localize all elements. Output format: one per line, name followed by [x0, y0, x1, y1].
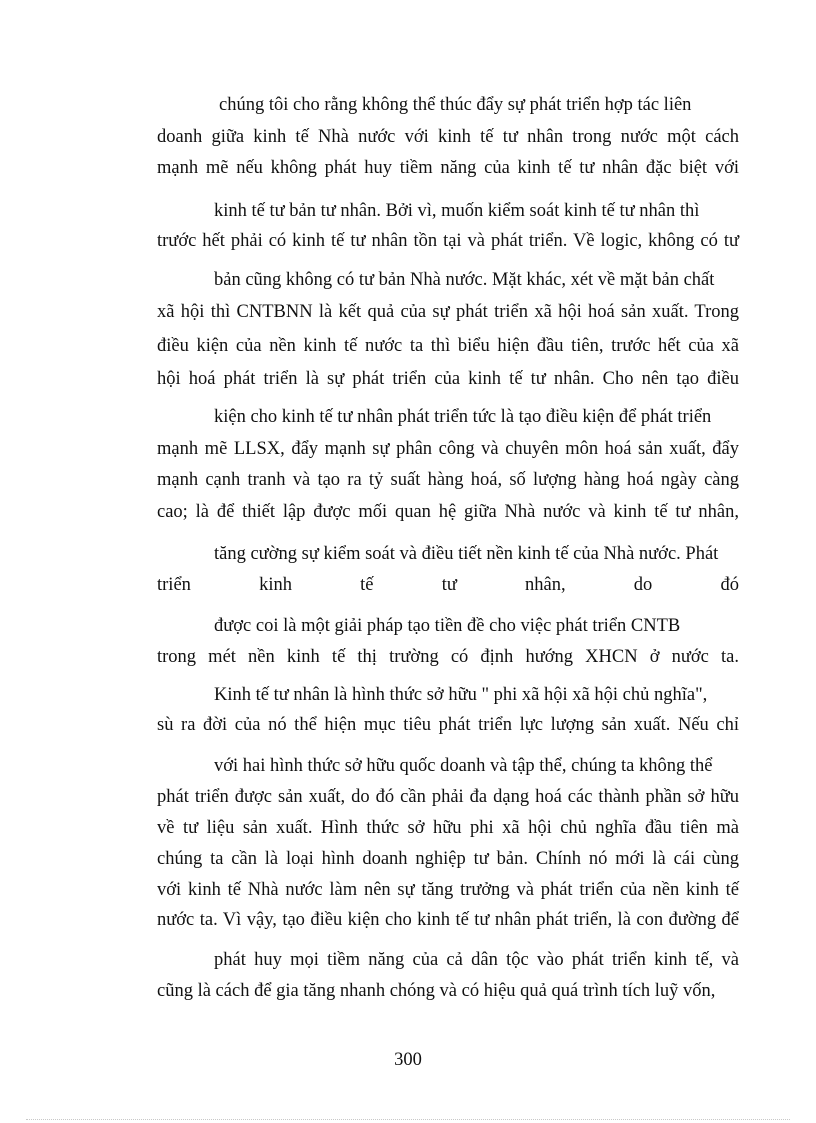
text-line: nước ta. Vì vậy, tạo điều kiện cho kinh tế tư nhân phát triển, là con đường để: [157, 910, 739, 930]
text-line: chúng ta cần là loại hình doanh nghiệp tư bản. Chính nó mới là cái cùng: [157, 849, 739, 869]
text-line: về tư liệu sản xuất. Hình thức sở hữu phi xã hội chủ nghĩa đầu tiên mà: [157, 818, 739, 838]
text-line: điều kiện của nền kinh tế nước ta thì biểu hiện đầu tiên, trước hết của xã: [157, 336, 739, 356]
text-line: trước hết phải có kinh tế tư nhân tồn tại và phát triển. Về logic, không có tư: [157, 231, 739, 251]
text-line: xã hội thì CNTBNN là kết quả của sự phát triển xã hội hoá sản xuất. Trong: [157, 302, 739, 322]
text-line: được coi là một giải pháp tạo tiền đề cho việc phát triển CNTB: [214, 616, 681, 636]
text-line: mạnh cạnh tranh và tạo ra tỷ suất hàng hoá, số lượng hàng hoá ngày càng: [157, 470, 739, 490]
text-line: hội hoá phát triển là sự phát triển của kinh tế tư nhân. Cho nên tạo điều: [157, 369, 739, 389]
text-line: với hai hình thức sở hữu quốc doanh và tập thể, chúng ta không thể: [214, 756, 713, 776]
text-line: tăng cường sự kiểm soát và điều tiết nền kinh tế của Nhà nước. Phát: [214, 544, 719, 564]
text-line: kinh tế tư bản tư nhân. Bởi vì, muốn kiểm soát kinh tế tư nhân thì: [214, 201, 700, 221]
text-line: triển kinh tế tư nhân, do đó: [157, 575, 739, 595]
text-line: Kinh tế tư nhân là hình thức sở hữu " phi xã hội xã hội chủ nghĩa",: [214, 685, 708, 705]
text-line: sù ra đời của nó thể hiện mục tiêu phát triển lực lượng sản xuất. Nếu chỉ: [157, 715, 739, 735]
footer-divider: [26, 1119, 790, 1120]
text-line: kiện cho kinh tế tư nhân phát triển tức là tạo điều kiện để phát triển: [214, 407, 712, 427]
text-line: với kinh tế Nhà nước làm nên sự tăng trưởng và phát triển của nền kinh tế: [157, 880, 739, 900]
text-line: mạnh mẽ nếu không phát huy tiềm năng của kinh tế tư nhân đặc biệt với: [157, 158, 739, 178]
text-line: chúng tôi cho rằng không thể thúc đẩy sự phát triển hợp tác liên: [219, 95, 692, 115]
text-line: trong mét nền kinh tế thị trường có định hướng XHCN ở nước ta.: [157, 647, 739, 667]
text-line: phát triển được sản xuất, do đó cần phải đa dạng hoá các thành phần sở hữu: [157, 787, 739, 807]
text-line: doanh giữa kinh tế Nhà nước với kinh tế tư nhân trong nước một cách: [157, 127, 739, 147]
text-line: cũng là cách để gia tăng nhanh chóng và có hiệu quả quá trình tích luỹ vốn,: [157, 981, 716, 1001]
text-line: cao; là để thiết lập được mối quan hệ giữa Nhà nước và kinh tế tư nhân,: [157, 502, 739, 522]
text-line: mạnh mẽ LLSX, đẩy mạnh sự phân công và chuyên môn hoá sản xuất, đẩy: [157, 439, 739, 459]
page-number: 300: [394, 1050, 422, 1070]
text-line: bản cũng không có tư bản Nhà nước. Mặt khác, xét về mặt bản chất: [214, 270, 715, 290]
text-line: phát huy mọi tiềm năng của cả dân tộc vào phát triển kinh tế, và: [214, 950, 739, 970]
